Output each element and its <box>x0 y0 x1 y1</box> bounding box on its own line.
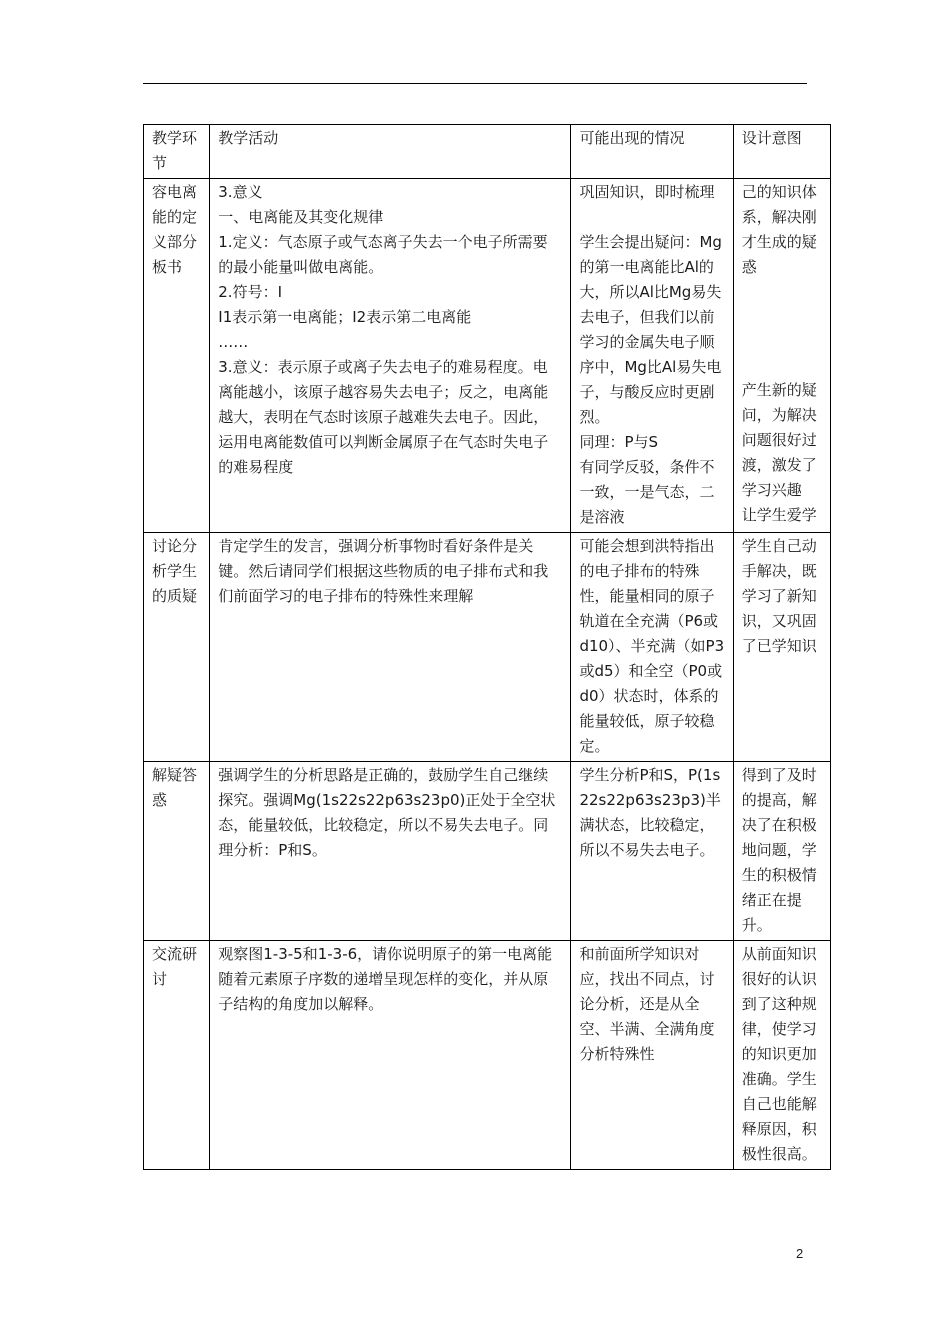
row1-activity-line: 2.符号：I <box>218 283 283 301</box>
spacer <box>579 205 724 230</box>
page-number: 2 <box>796 1246 804 1261</box>
row4-situation: 和前面所学知识对应，找出不同点，讨论分析，还是从全空、半满、全满角度分析特殊性 <box>571 941 733 1170</box>
row1-activity-line: 一、电离能及其变化规律 <box>218 208 384 226</box>
row1-activity-line: 3.意义 <box>218 183 263 201</box>
spacer <box>742 280 822 378</box>
table-row <box>144 179 831 533</box>
row2-activity: 肯定学生的发言，强调分析事物时看好条件是关键。然后请同学们根据这些物质的电子排布式和我们前面学习的电子排布的特殊性来理解 <box>210 533 571 762</box>
row1-situation-b: 学生会提出疑问：Mg的第一电离能比Al的大，所以Al比Mg易失去电子，但我们以前学习的金属失电子顺序中，Mg比Al易失电子，与酸反应时更剧烈。 <box>579 233 722 426</box>
row1-intent <box>733 179 830 533</box>
row4-intent: 从前面知识很好的认识到了这种规律，使学习的知识更加准确。学生自己也能解释原因，积极性很高。 <box>733 941 830 1170</box>
row1-activity-line: I1表示第一电离能；I2表示第二电离能 <box>218 308 472 326</box>
row1-activity-line: …… <box>218 333 249 351</box>
row1-activity <box>210 179 571 533</box>
row1-activity-line: 3.意义：表示原子或离子失去电子的难易程度。电离能越小，该原子越容易失去电子；反之，电离能越大，表明在气态时该原子越难失去电子。因此，运用电离能数值可以判断金属原子在气态时失电子的难易程度 <box>218 358 549 476</box>
lesson-plan-table <box>143 124 831 1170</box>
row1-activity-line: 1.定义：气态原子或气态离子失去一个电子所需要的最小能量叫做电离能。 <box>218 233 548 276</box>
header-activity: 教学活动 <box>210 125 571 179</box>
row3-stage: 解疑答惑 <box>144 762 210 941</box>
header-intent: 设计意图 <box>733 125 830 179</box>
row3-situation: 学生分析P和S，P(1s22s22p63s23p3)半满状态，比较稳定，所以不易失去电子。 <box>571 762 733 941</box>
table-row <box>144 941 831 1170</box>
row4-activity: 观察图1-3-5和1-3-6，请你说明原子的第一电离能随着元素原子序数的递增呈现怎样的变化，并从原子结构的角度加以解释。 <box>210 941 571 1170</box>
row1-situation-c: 同理：P与S <box>579 433 659 451</box>
row1-intent-c: 让学生爱学 <box>741 506 817 524</box>
table-row <box>144 533 831 762</box>
row1-situation <box>571 179 733 533</box>
row2-intent: 学生自己动手解决，既学习了新知识，又巩固了已学知识 <box>733 533 830 762</box>
header-stage: 教学环节 <box>144 125 210 179</box>
row1-situation-d: 有同学反驳，条件不一致，一是气态，二是溶液 <box>579 458 715 526</box>
row1-situation-a: 巩固知识，即时梳理 <box>579 183 715 201</box>
row1-intent-a: 己的知识体系，解决刚才生成的疑惑 <box>741 183 817 276</box>
row1-stage: 容电离能的定义部分板书 <box>144 179 210 533</box>
header-situation: 可能出现的情况 <box>571 125 733 179</box>
row2-situation: 可能会想到洪特指出的电子排布的特殊性，能量相同的原子轨道在全充满（P6或d10）、半充满（如P3或d5）和全空（P0或d0）状态时，体系的能量较低，原子较稳定。 <box>571 533 733 762</box>
page-header-rule <box>143 83 807 84</box>
table-row <box>144 762 831 941</box>
row2-stage: 讨论分析学生的质疑 <box>144 533 210 762</box>
table-header-row <box>144 125 831 179</box>
row3-activity: 强调学生的分析思路是正确的，鼓励学生自己继续探究。强调Mg(1s22s22p63s23p0)正处于全空状态，能量较低，比较稳定，所以不易失去电子。同理分析：P和S。 <box>210 762 571 941</box>
row1-intent-b: 产生新的疑问，为解决问题很好过渡，激发了学习兴趣 <box>741 381 817 499</box>
row4-stage: 交流研讨 <box>144 941 210 1170</box>
row3-intent: 得到了及时的提高，解决了在积极地问题，学生的积极情绪正在提升。 <box>733 762 830 941</box>
